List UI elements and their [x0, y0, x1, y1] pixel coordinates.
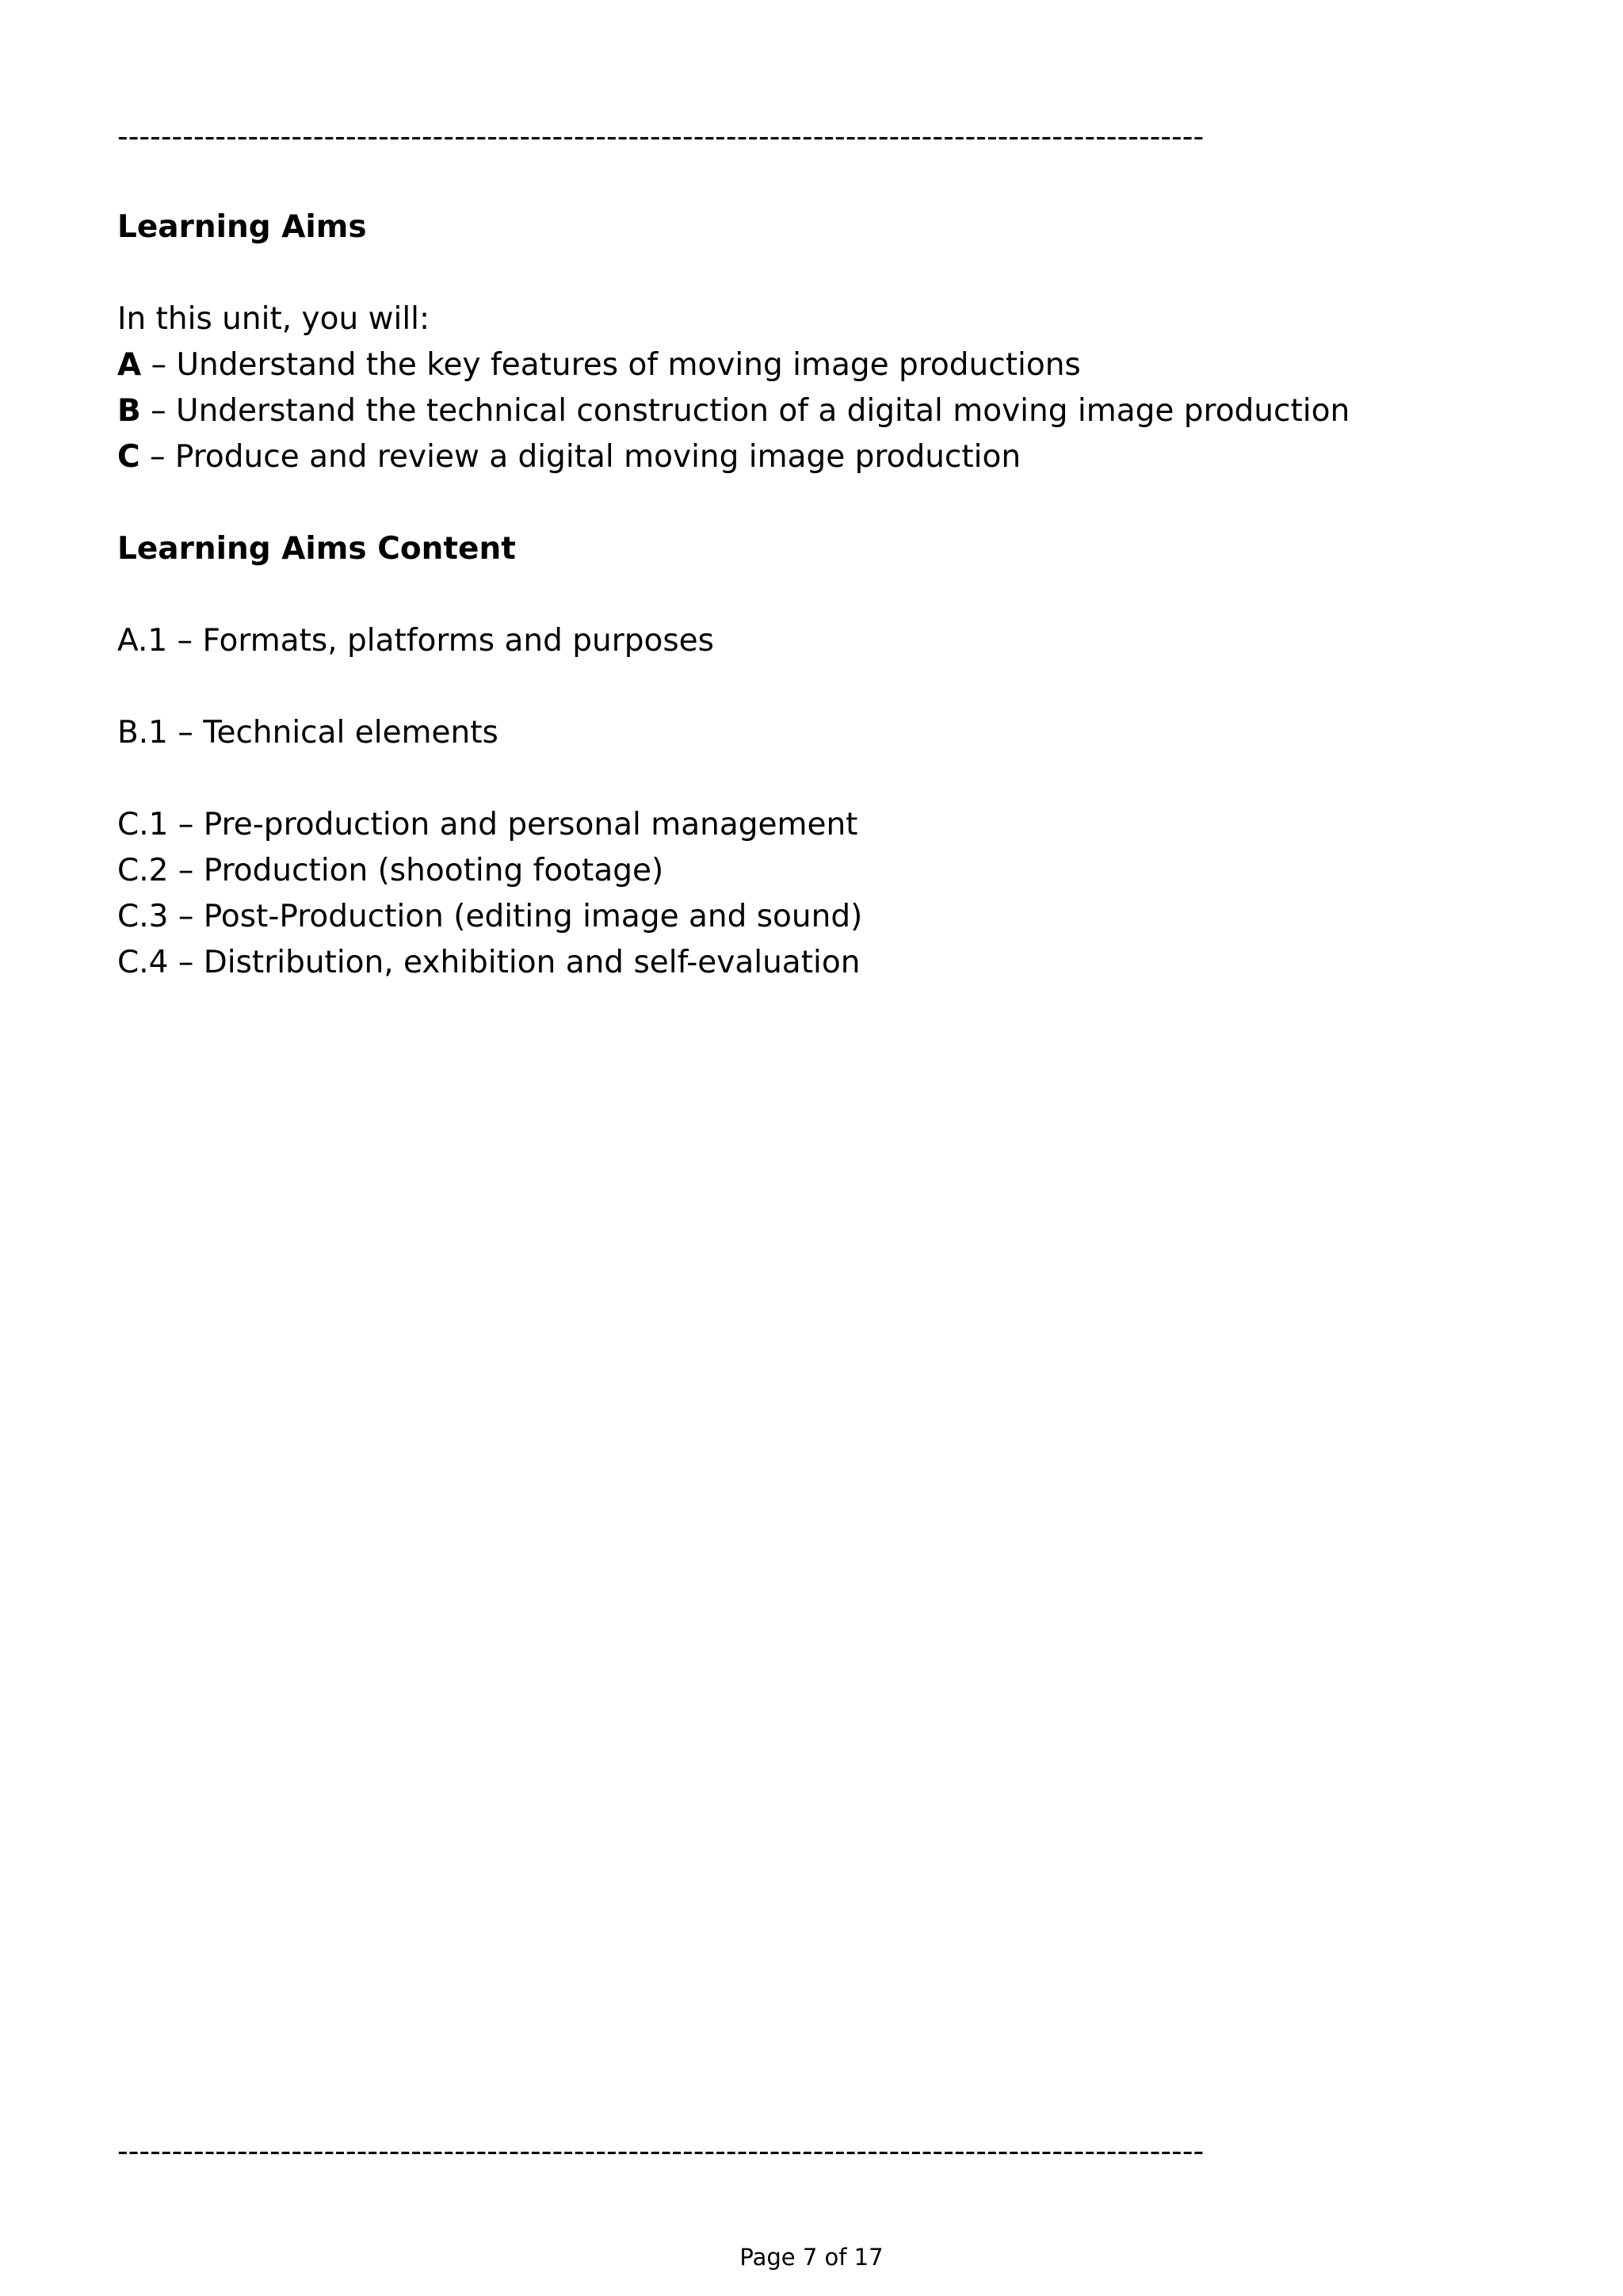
header-divider: ---------------------------------------------------------------------------------------------------- — [117, 119, 1205, 154]
content-item-c2: C.2 – Production (shooting footage) — [117, 853, 664, 888]
aim-letter: C — [117, 439, 140, 475]
page-number: Page 7 of 17 — [739, 2244, 884, 2271]
page-content — [117, 204, 1512, 986]
content-item-c3: C.3 – Post-Production (editing image and sound) — [117, 899, 863, 934]
aim-letter: B — [117, 393, 141, 429]
content-item-a1: A.1 – Formats, platforms and purposes — [117, 623, 714, 659]
content-item-c4: C.4 – Distribution, exhibition and self-evaluation — [117, 945, 861, 980]
learning-aims-intro: In this unit, you will: — [117, 301, 430, 337]
footer-divider: ---------------------------------------------------------------------------------------------------- — [117, 2134, 1205, 2168]
aim-item-b — [117, 388, 1512, 434]
aim-item-c — [117, 434, 1512, 480]
content-heading: Learning Aims Content — [117, 531, 516, 567]
aim-text: – Produce and review a digital moving image production — [139, 439, 1022, 475]
content-item-c1: C.1 – Pre-production and personal management — [117, 807, 858, 842]
content-item-b1: B.1 – Technical elements — [117, 715, 498, 751]
aim-letter: A — [117, 347, 142, 383]
aim-text: – Understand the key features of moving image productions — [141, 347, 1081, 383]
aim-text: – Understand the technical construction of a digital moving image production — [140, 393, 1350, 429]
aim-item-a — [117, 342, 1512, 388]
learning-aims-heading: Learning Aims — [117, 209, 367, 245]
